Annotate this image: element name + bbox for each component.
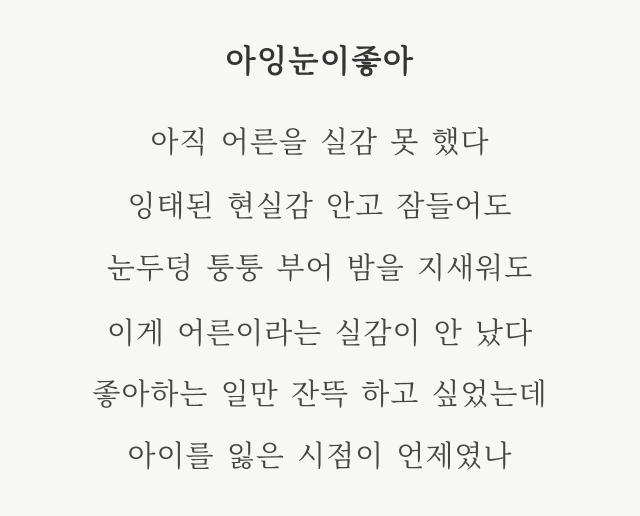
poem-line-5: 좋아하는 일만 잔뜩 하고 싶었는데: [92, 379, 548, 411]
poem-line-2: 잉태된 현실감 안고 잠들어도: [127, 191, 513, 223]
poem-line-3: 눈두덩 퉁퉁 부어 밤을 지새워도: [106, 253, 534, 285]
poem-title: 아잉눈이좋아: [225, 44, 415, 79]
poem-line-6: 아이를 잃은 시점이 언제였나: [127, 441, 513, 473]
poem-line-4: 이게 어른이라는 실감이 안 났다: [106, 318, 534, 350]
poem-line-1: 아직 어른을 실감 못 했다: [150, 127, 490, 159]
